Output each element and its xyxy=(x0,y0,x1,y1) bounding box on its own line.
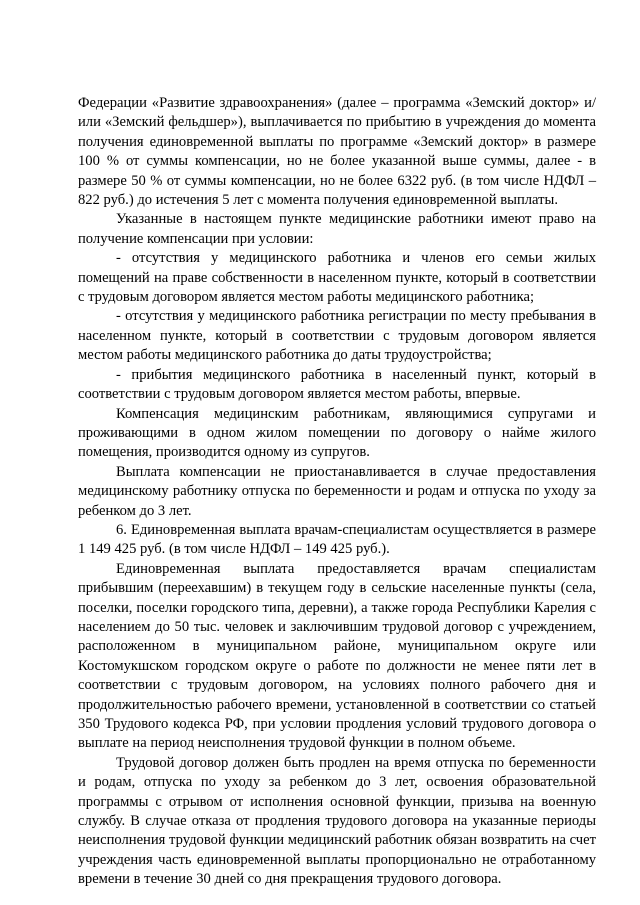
paragraph-condition-no-housing: - отсутствия у медицинского работника и членов его семьи жилых помещений на праве собственности в населенном пункте, который в соответствии с трудовым договором является местом работы медицинского работника; xyxy=(78,250,596,306)
paragraph-lump-sum-eligibility: Единовременная выплата предоставляется врачам специалистам прибывшим (переехавшим) в текущем году в сельские населенные пункты (села, поселки, поселки городского типа, деревни), а также города Республики Карелия с населением до 50 тыс. человек и заключившим трудовой договор с учреждением, расположенном в муниципальном районе, муниципальном округе или Костомукшском городском округе о работе по должности не менее пяти лет в соответствии с трудовым договором, на условиях полного рабочего дня и продолжительностью рабочего времени, установленной в соответствии со статьей 350 Трудового кодекса РФ, при условии продления условий трудового договора о выплате на период неисполнения трудовой функции в полном объеме. xyxy=(78,560,596,752)
paragraph-condition-first-arrival: - прибытия медицинского работника в населенный пункт, который в соответствии с трудовым договором является местом работы, впервые. xyxy=(78,366,596,403)
paragraph-compensation-conditions-intro: Указанные в настоящем пункте медицинские работники имеют право на получение компенсации при условии: xyxy=(78,211,596,247)
paragraph-contract-extension: Трудовой договор должен быть продлен на время отпуска по беременности и родам, отпуска по уходу за ребенком до 3 лет, освоения образовательной программы с отрывом от исполнения основной функции, призыва на военную службу. В случае отказа от продления трудового договора на указанные периоды неисполнения трудовой функции медицинский работник обязан возвратить на счет учреждения часть единовременной выплаты пропорционально не отработанному времени в течение 30 дней со дня прекращения трудового договора. xyxy=(78,754,596,888)
paragraph-item-6-lump-sum: 6. Единовременная выплата врачам-специалистам осуществляется в размере 1 149 425 руб. (в том числе НДФЛ – 149 425 руб.). xyxy=(78,521,596,558)
paragraph-condition-no-registration: - отсутствия у медицинского работника регистрации по месту пребывания в населенном пункте, который в соответствии с трудовым договором является местом работы медицинского работника до даты трудоустройства; xyxy=(78,308,596,364)
paragraph-compensation-not-suspended: Выплата компенсации не приостанавливается в случае предоставления медицинскому работнику отпуска по беременности и родам и отпуска по уходу за ребенком до 3 лет. xyxy=(78,463,596,519)
paragraph-spouses-compensation: Компенсация медицинским работникам, являющимися супругами и проживающими в одном жилом помещении по договору о найме жилого помещения, производится одному из супругов. xyxy=(78,405,596,461)
document-body xyxy=(78,94,596,890)
paragraph-program-continuation: Федерации «Развитие здравоохранения» (далее – программа «Земский доктор» и/или «Земский фельдшер»), выплачивается по прибытию в учреждения до момента получения единовременной выплаты по программе «Земский доктор» в размере 100 % от суммы компенсации, но не более указанной выше суммы, далее - в размере 50 % от суммы компенсации, но не более 6322 руб. (в том числе НДФЛ – 822 руб.) до истечения 5 лет с момента получения единовременной выплаты. xyxy=(78,95,596,209)
